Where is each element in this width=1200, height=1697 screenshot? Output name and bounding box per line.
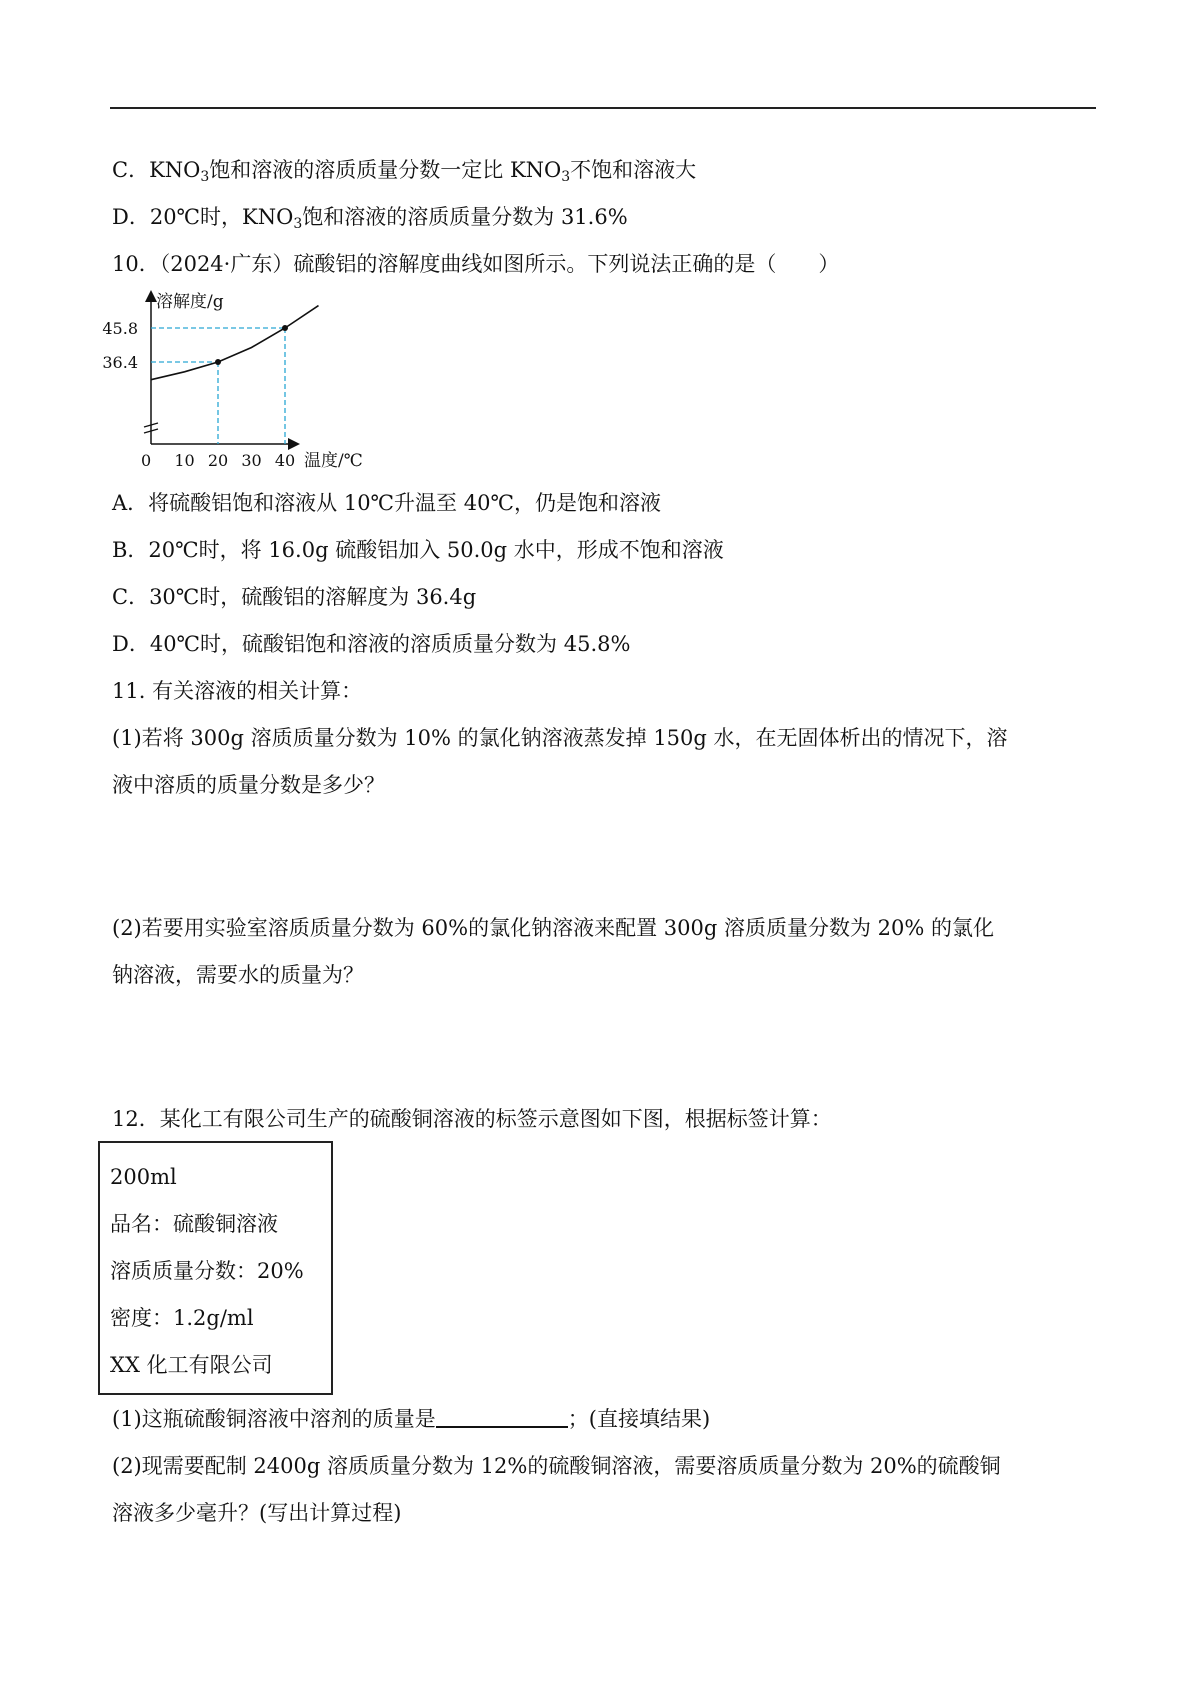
q9-option-c: C．$KNO_3$饱和溶液的溶质质量分数一定比 $KNO_3$不饱和溶液大 (112, 158, 697, 185)
q11-stem: 11. 有关溶液的相关计算： (112, 679, 363, 703)
label-volume: 200ml (110, 1165, 177, 1189)
q12-part2-line2: 溶液多少毫升？(写出计算过程) (112, 1501, 402, 1525)
y-axis-label: 溶解度/g (156, 292, 224, 312)
q12-stem: 12．某化工有限公司生产的硫酸铜溶液的标签示意图如下图，根据标签计算： (112, 1107, 832, 1131)
q10-option-c: C．30℃时，硫酸铝的溶解度为 36.4g (112, 585, 477, 609)
answer-blank[interactable] (436, 1406, 568, 1428)
label-mass-fraction: 溶质质量分数：20% (110, 1259, 304, 1283)
label-density: 密度：1.2g/ml (110, 1306, 254, 1330)
q11-part2-line1: (2)若要用实验室溶质质量分数为 60%的氯化钠溶液来配置 300g 溶质质量分数为 20% 的氯化 (112, 916, 994, 940)
q10-option-b: B．20℃时，将 16.0g 硫酸铝加入 50.0g 水中，形成不饱和溶液 (112, 538, 724, 562)
q11-part2-line2: 钠溶液，需要水的质量为？ (112, 963, 364, 987)
q12-part2-line1: (2)现需要配制 2400g 溶质质量分数为 12%的硫酸铜溶液，需要溶质质量分数为 20%的硫酸铜 (112, 1454, 1001, 1478)
label-product-name: 品名：硫酸铜溶液 (110, 1212, 278, 1236)
solubility-curve (151, 306, 319, 380)
label-company: XX 化工有限公司 (110, 1353, 273, 1377)
q10-option-d: D．40℃时，硫酸铝饱和溶液的溶质质量分数为 45.8% (112, 632, 631, 656)
product-label-box (98, 1141, 333, 1395)
q12-part1: (1)这瓶硫酸铜溶液中溶剂的质量是 ；(直接填结果) (112, 1407, 711, 1431)
q10-stem: 10．（2024·广东）硫酸铝的溶解度曲线如图所示。下列说法正确的是（ ） (112, 252, 840, 276)
q10-option-a: A．将硫酸铝饱和溶液从 10℃升温至 40℃，仍是饱和溶液 (112, 491, 661, 515)
x-tick-label-40: 40 (274, 451, 296, 470)
q9-option-d: D．20℃时，$KNO_3$饱和溶液的溶质质量分数为 31.6% (112, 205, 628, 232)
q11-part1-line2: 液中溶质的质量分数是多少？ (112, 773, 385, 797)
x-axis-label: 温度/℃ (304, 451, 363, 471)
x-tick-label-30: 30 (241, 451, 262, 470)
y-tick-label-45.8: 45.8 (102, 319, 138, 338)
data-point-1 (282, 325, 288, 331)
y-tick-label-36.4: 36.4 (102, 353, 138, 372)
x-tick-label-0: 0 (141, 451, 152, 470)
data-point-0 (215, 359, 221, 365)
q11-part1-line1: (1)若将 300g 溶质质量分数为 10% 的氯化钠溶液蒸发掉 150g 水，在无固体析出的情况下，溶 (112, 726, 1008, 750)
x-tick-label-20: 20 (207, 451, 229, 470)
x-tick-label-10: 10 (174, 451, 195, 470)
solubility-chart (102, 286, 388, 476)
header-rule (110, 107, 1096, 109)
